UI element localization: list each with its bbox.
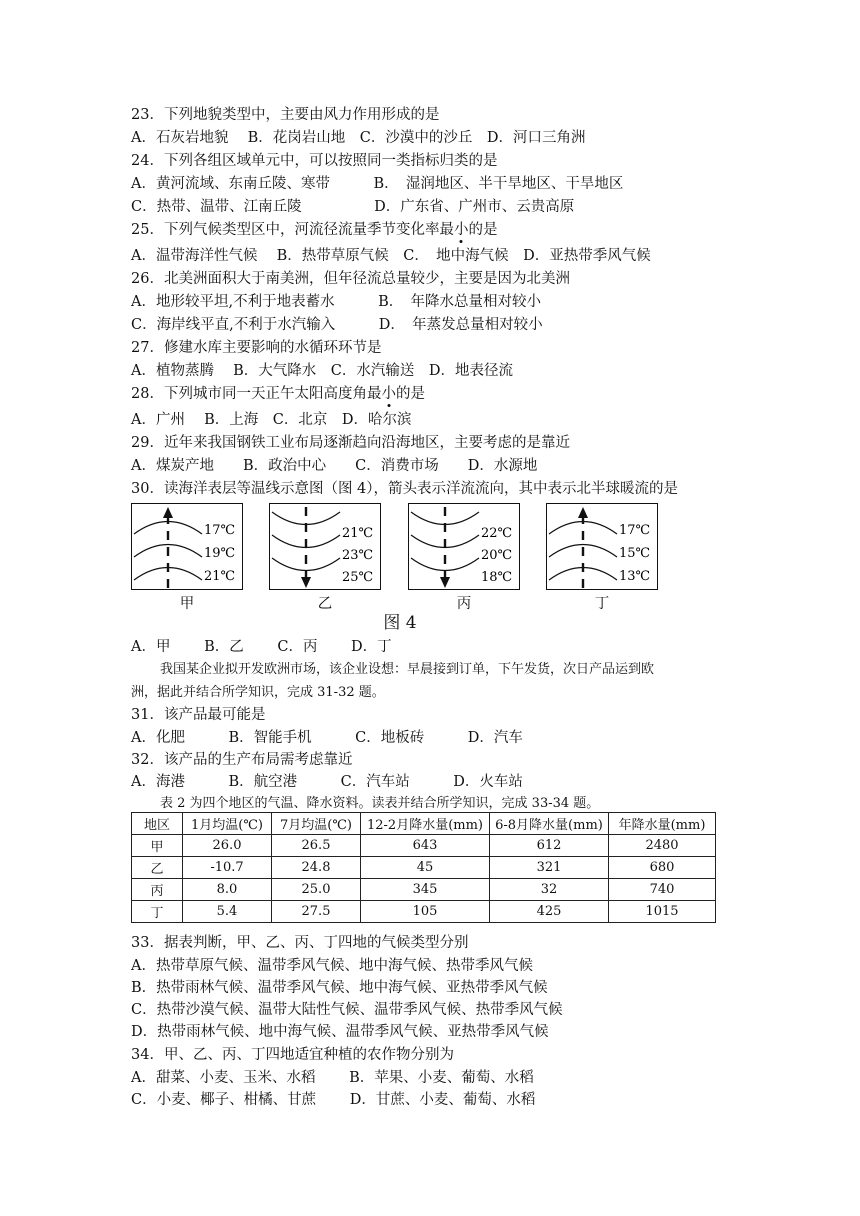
- table-cell: 丁: [132, 901, 183, 923]
- q34-stem: 34．甲、乙、丙、丁四地适宜种植的农作物分别为: [131, 1047, 454, 1063]
- table-cell: 740: [609, 879, 716, 901]
- q26-stem: 26．北美洲面积大于南美洲，但年径流总量较少，主要是因为北美洲: [131, 271, 570, 287]
- table-row: [132, 879, 716, 901]
- table-cell: 2480: [609, 835, 716, 857]
- q25-options: A．温带海洋性气候 B．热带草原气候 C． 地中海气候 D．亚热带季风气候: [131, 248, 651, 264]
- table-cell: 425: [490, 901, 609, 923]
- q32-stem: 32．该产品的生产布局需考虑靠近: [131, 752, 353, 768]
- table-cell: 丙: [132, 879, 183, 901]
- q25-stem: 25．下列气候类型区中，河流径流量季节变化率最小的是: [131, 222, 498, 238]
- q33-option-d: D．热带雨林气候、地中海气候、温带季风气候、亚热带季风气候: [131, 1024, 549, 1040]
- q34-options-cd: C．小麦、椰子、柑橘、甘蔗 D．甘蔗、小麦、葡萄、水稻: [131, 1092, 536, 1108]
- q23-stem: 23．下列地貌类型中，主要由风力作用形成的是: [131, 107, 440, 123]
- q34-options-ab: A．甜菜、小麦、玉米、水稻 B．苹果、小麦、葡萄、水稻: [131, 1070, 534, 1086]
- isotherm-label: 23℃: [342, 548, 374, 563]
- q24-options-cd: C．热带、温带、江南丘陵 D．广东省、广州市、云贵高原: [131, 199, 575, 215]
- q28-stem: 28．下列城市同一天正午太阳高度角最小的是: [131, 386, 425, 402]
- isotherm-label: 25℃: [342, 570, 374, 585]
- isotherm-diagram: [132, 504, 244, 591]
- isotherm-label: 17℃: [619, 523, 651, 538]
- table-cell: 32: [490, 879, 609, 901]
- isotherm-panel: [131, 503, 243, 590]
- q30-stem: 30．读海洋表层等温线示意图（图 4），箭头表示洋流流向，其中表示北半球暖流的是: [131, 481, 679, 497]
- emphasis-dot: 小: [453, 222, 469, 238]
- isotherm-panel: [269, 503, 381, 590]
- table-cell: 8.0: [183, 879, 272, 901]
- climate-table: [131, 812, 716, 923]
- table-cell: 27.5: [272, 901, 361, 923]
- passage-31-line2: 洲，据此并结合所学知识，完成 31-32 题。: [131, 685, 385, 700]
- table-cell: 24.8: [272, 857, 361, 879]
- table-row: [132, 857, 716, 879]
- q33-option-a: A．热带草原气候、温带季风气候、地中海气候、热带季风气候: [131, 958, 533, 974]
- table-cell: 612: [490, 835, 609, 857]
- table-cell: 26.5: [272, 835, 361, 857]
- emphasis-dot: 小: [381, 386, 396, 402]
- isotherm-diagram: [409, 504, 521, 591]
- table-cell: 45: [361, 857, 490, 879]
- table-cell: 5.4: [183, 901, 272, 923]
- q29-stem: 29．近年来我国钢铁工业布局逐渐趋向沿海地区，主要考虑的是靠近: [131, 435, 570, 451]
- q24-options-ab: A．黄河流域、东南丘陵、寒带 B． 湿润地区、半干旱地区、干旱地区: [131, 176, 624, 192]
- isotherm-panel: [408, 503, 520, 590]
- table-cell: 105: [361, 901, 490, 923]
- q24-stem: 24．下列各组区域单元中，可以按照同一类指标归类的是: [131, 153, 498, 169]
- isotherm-label: 20℃: [481, 548, 513, 563]
- q33-option-c: C．热带沙漠气候、温带大陆性气候、温带季风气候、热带季风气候: [131, 1002, 563, 1018]
- table-header: 7月均温(℃): [272, 813, 361, 835]
- q27-options: A．植物蒸腾 B．大气降水 C．水汽输送 D．地表径流: [131, 363, 513, 379]
- table-cell: 680: [609, 857, 716, 879]
- table-cell: 345: [361, 879, 490, 901]
- table-row: [132, 901, 716, 923]
- table-cell: -10.7: [183, 857, 272, 879]
- q32-options: A．海港 B．航空港 C．汽车站 D．火车站: [131, 774, 523, 790]
- table-cell: 643: [361, 835, 490, 857]
- table-header: 12-2月降水量(mm): [361, 813, 490, 835]
- passage-31-line1: 我国某企业拟开发欧洲市场，该企业设想：早晨接到订单，下午发货，次日产品运到欧: [160, 662, 655, 677]
- q26-options-cd: C．海岸线平直,不利于水汽输入 D． 年蒸发总量相对较小: [131, 317, 543, 333]
- isotherm-label: 13℃: [619, 569, 651, 584]
- isotherm-label: 17℃: [204, 523, 236, 538]
- q26-options-ab: A．地形较平坦,不利于地表蓄水 B． 年降水总量相对较小: [131, 294, 541, 310]
- table-cell: 25.0: [272, 879, 361, 901]
- q27-stem: 27．修建水库主要影响的水循环环节是: [131, 340, 382, 356]
- table-header: 年降水量(mm): [609, 813, 716, 835]
- panel-label: 甲: [179, 596, 195, 612]
- isotherm-label: 22℃: [481, 526, 513, 541]
- table-row: [132, 835, 716, 857]
- table-cell: 乙: [132, 857, 183, 879]
- isotherm-label: 18℃: [481, 570, 513, 585]
- panel-label: 丁: [594, 596, 610, 612]
- table-cell: 26.0: [183, 835, 272, 857]
- q28-options: A．广州 B．上海 C．北京 D．哈尔滨: [131, 412, 412, 428]
- isotherm-diagram: [547, 504, 659, 591]
- isotherm-label: 15℃: [619, 546, 651, 561]
- q33-stem: 33．据表判断，甲、乙、丙、丁四地的气候类型分别: [131, 935, 469, 951]
- q29-options: A．煤炭产地 B．政治中心 C．消费市场 D．水源地: [131, 458, 538, 474]
- table-header: 1月均温(℃): [183, 813, 272, 835]
- panel-label: 丙: [456, 596, 472, 612]
- isotherm-label: 21℃: [204, 569, 236, 584]
- figure-title: 图 4: [383, 613, 417, 633]
- q23-options: A．石灰岩地貌 B．花岗岩山地 C．沙漠中的沙丘 D．河口三角洲: [131, 130, 586, 146]
- passage-33: 表 2 为四个地区的气温、降水资料。读表并结合所学知识，完成 33-34 题。: [160, 796, 600, 811]
- isotherm-label: 21℃: [342, 526, 374, 541]
- isotherm-diagram: [270, 504, 382, 591]
- table-cell: 321: [490, 857, 609, 879]
- q30-options: A．甲 B．乙 C．丙 D．丁: [131, 639, 392, 655]
- q31-stem: 31．该产品最可能是: [131, 707, 266, 723]
- panel-label: 乙: [317, 596, 333, 612]
- table-header: 6-8月降水量(mm): [490, 813, 609, 835]
- table-cell: 1015: [609, 901, 716, 923]
- table-cell: 甲: [132, 835, 183, 857]
- isotherm-panel: [546, 503, 658, 590]
- q33-option-b: B．热带雨林气候、温带季风气候、地中海气候、亚热带季风气候: [131, 980, 548, 996]
- table-header: 地区: [132, 813, 183, 835]
- q31-options: A．化肥 B．智能手机 C．地板砖 D．汽车: [131, 730, 523, 746]
- table-header-row: [132, 813, 716, 835]
- isotherm-label: 19℃: [204, 546, 236, 561]
